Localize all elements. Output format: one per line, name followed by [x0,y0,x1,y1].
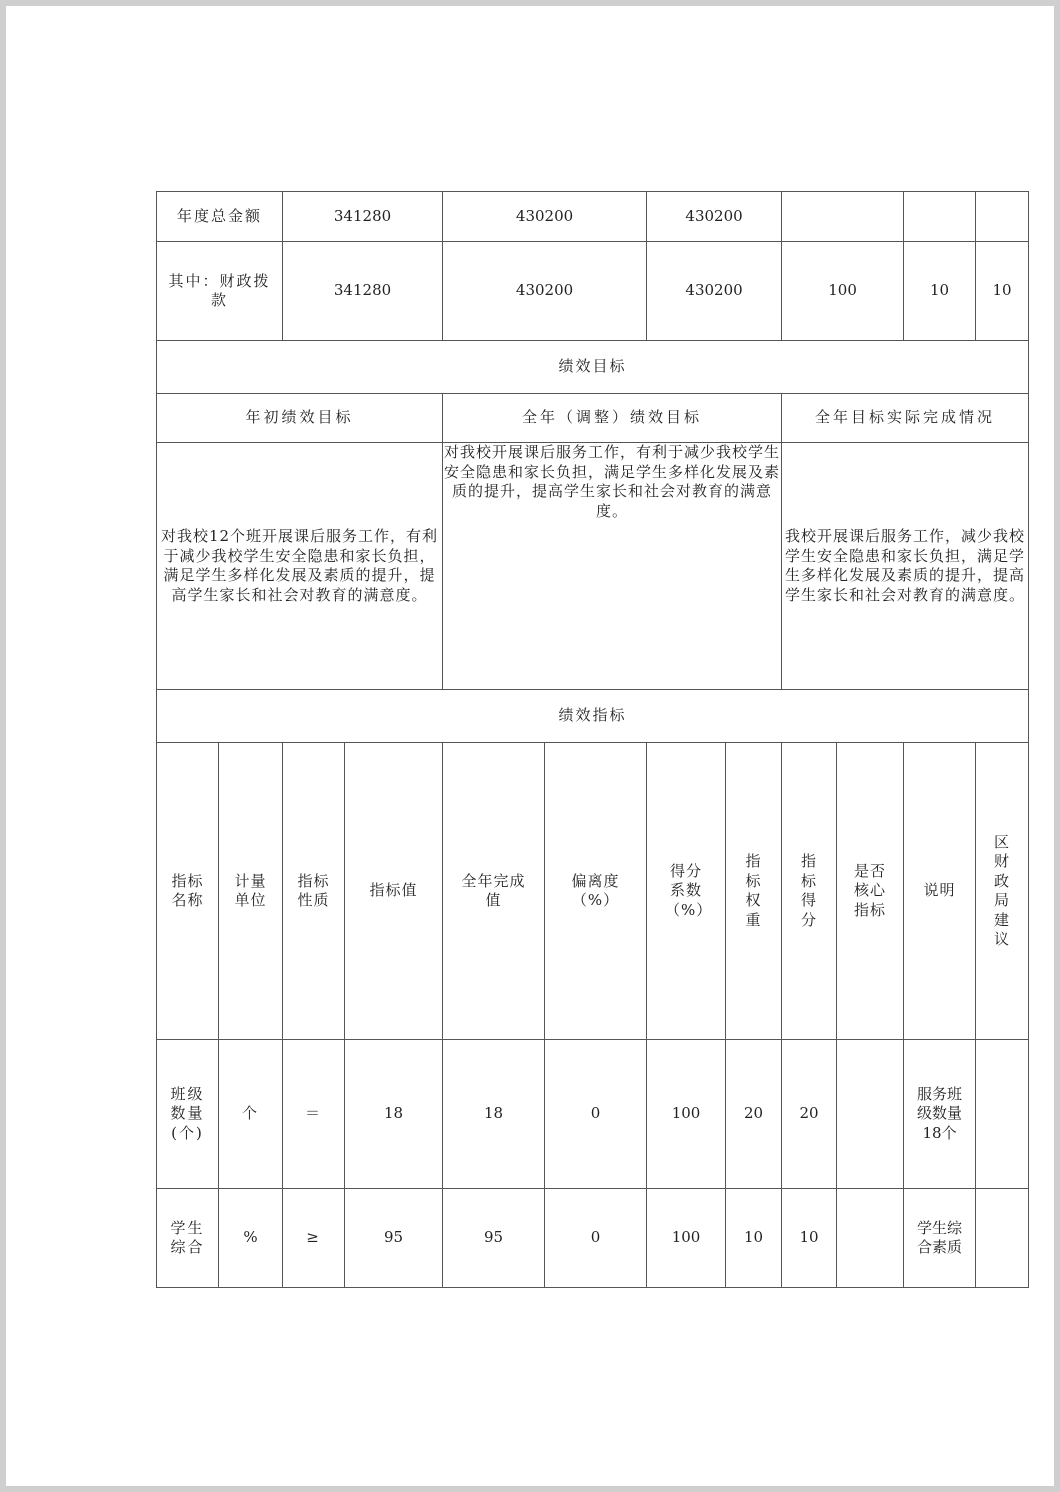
indicator-description: 学生综合素质 [904,1189,976,1288]
budget-value: 430200 [443,192,647,242]
indicator-coef: 100 [647,1189,726,1288]
goals-section-title: 绩效目标 [157,341,1029,394]
indicator-nature: ＝ [283,1040,345,1189]
indicator-deviation: 0 [545,1040,647,1189]
indicator-deviation: 0 [545,1189,647,1288]
header-nature: 指标性质 [283,743,345,1040]
header-weight: 指标权重 [726,743,782,1040]
budget-value [782,192,904,242]
indicator-target: 18 [345,1040,443,1189]
indicator-row [157,1189,1029,1288]
indicator-actual: 95 [443,1189,545,1288]
performance-table [156,191,1029,1288]
header-score-coef: 得分系数（%） [647,743,726,1040]
budget-value: 10 [904,242,976,341]
budget-value: 341280 [283,242,443,341]
budget-value: 430200 [443,242,647,341]
indicator-core [837,1189,904,1288]
header-deviation: 偏离度（%） [545,743,647,1040]
budget-value: 100 [782,242,904,341]
indicator-weight: 10 [726,1189,782,1288]
goal-text-initial: 对我校12个班开展课后服务工作，有利于减少我校学生安全隐患和家长负担，满足学生多样化发展及素质的提升，提高学生家长和社会对教育的满意度。 [157,443,443,690]
indicators-section-row [157,690,1029,743]
indicator-score: 10 [782,1189,837,1288]
header-description: 说明 [904,743,976,1040]
budget-value: 430200 [647,192,782,242]
budget-row-fiscal [157,242,1029,341]
indicator-actual: 18 [443,1040,545,1189]
header-advice: 区财政局建议 [976,743,1029,1040]
indicator-description: 服务班级数量18个 [904,1040,976,1189]
indicators-section-title: 绩效指标 [157,690,1029,743]
indicator-name: 班级数量(个) [157,1040,219,1189]
goals-section-row [157,341,1029,394]
indicator-core [837,1040,904,1189]
budget-row-total [157,192,1029,242]
budget-value: 10 [976,242,1029,341]
budget-value: 341280 [283,192,443,242]
header-actual-value: 全年完成值 [443,743,545,1040]
document-page [6,6,1054,1486]
goals-text-row [157,443,1029,690]
indicator-score: 20 [782,1040,837,1189]
budget-row-label: 其中：财政拨款 [157,242,283,341]
goal-text-actual: 我校开展课后服务工作，减少我校学生安全隐患和家长负担，满足学生多样化发展及素质的提升，提高学生家长和社会对教育的满意度。 [782,443,1029,690]
indicator-unit: % [219,1189,283,1288]
indicator-weight: 20 [726,1040,782,1189]
header-unit: 计量单位 [219,743,283,1040]
header-score: 指标得分 [782,743,837,1040]
indicator-nature: ≥ [283,1189,345,1288]
indicators-header-row [157,743,1029,1040]
header-target-value: 指标值 [345,743,443,1040]
indicator-name: 学生综合 [157,1189,219,1288]
budget-row-label: 年度总金额 [157,192,283,242]
indicator-advice [976,1189,1029,1288]
goals-col-initial: 年初绩效目标 [157,394,443,443]
indicator-coef: 100 [647,1040,726,1189]
header-core: 是否核心指标 [837,743,904,1040]
goals-header-row [157,394,1029,443]
indicator-advice [976,1040,1029,1189]
indicator-unit: 个 [219,1040,283,1189]
goal-text-adjusted: 对我校开展课后服务工作，有利于减少我校学生安全隐患和家长负担，满足学生多样化发展及素质的提升，提高学生家长和社会对教育的满意度。 [443,443,782,690]
goals-col-actual: 全年目标实际完成情况 [782,394,1029,443]
indicator-target: 95 [345,1189,443,1288]
budget-value [976,192,1029,242]
indicator-row [157,1040,1029,1189]
budget-value: 430200 [647,242,782,341]
header-indicator-name: 指标名称 [157,743,219,1040]
goals-col-adjusted: 全年（调整）绩效目标 [443,394,782,443]
budget-value [904,192,976,242]
